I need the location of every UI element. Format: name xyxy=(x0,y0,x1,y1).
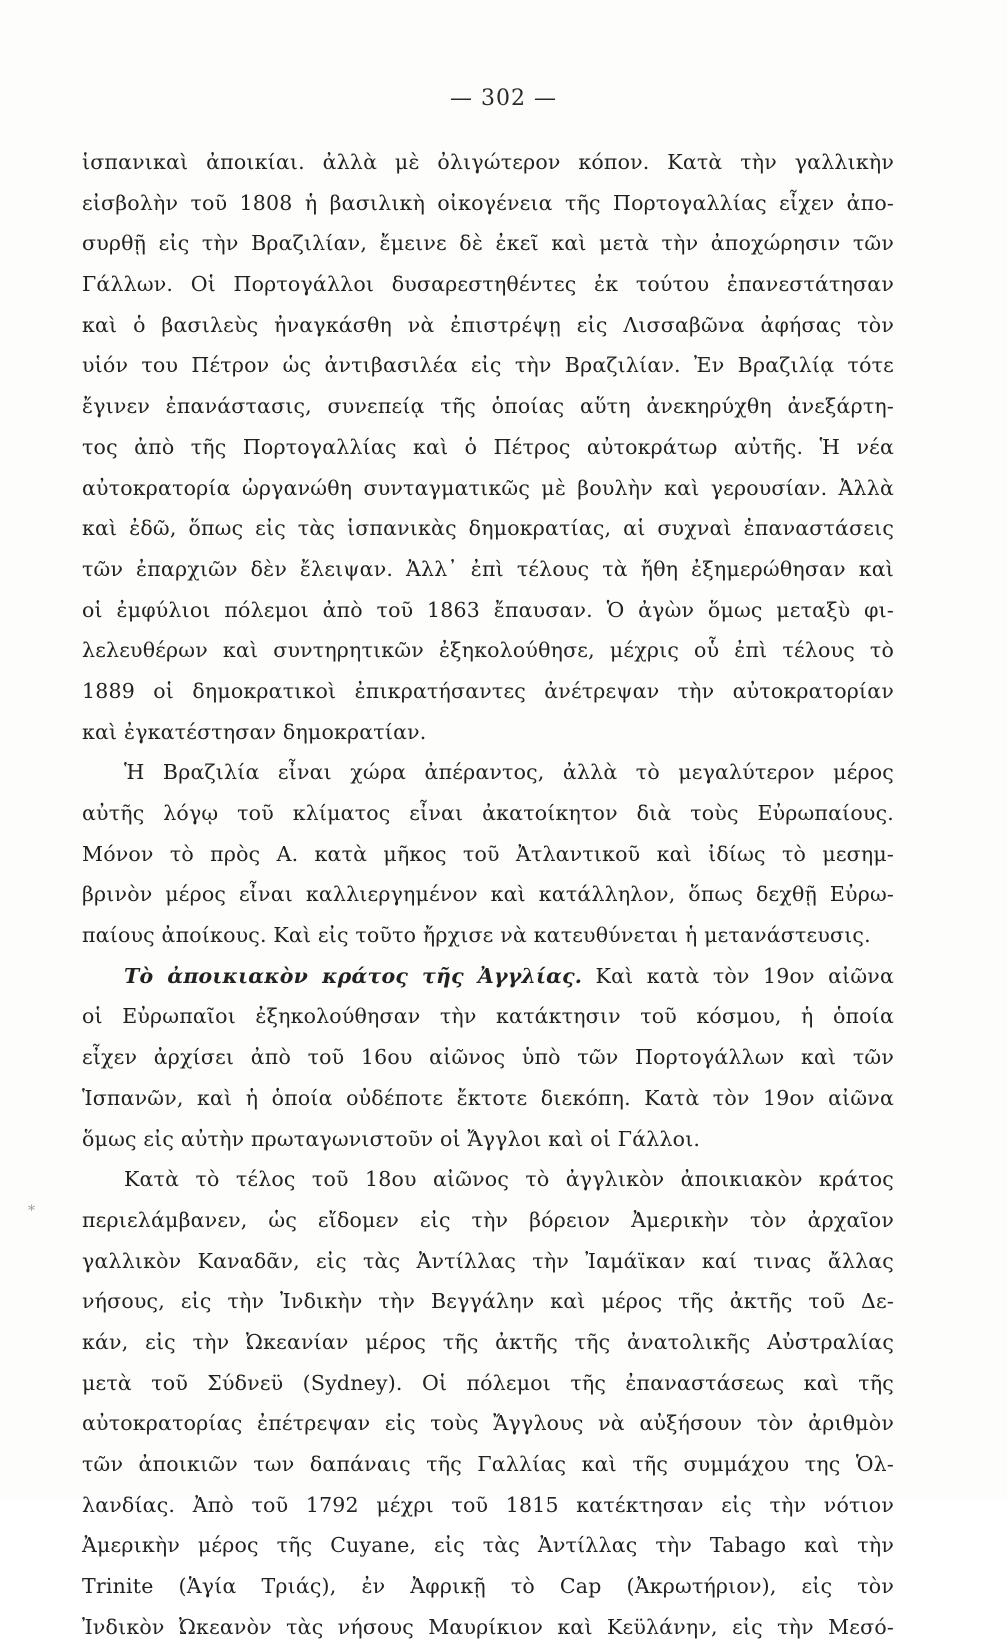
text-line: κάν, εἰς τὴν Ὠκεανίαν μέρος τῆς ἀκτῆς τῆς ἀνατολικῆς Αὐστραλίας xyxy=(82,1329,894,1354)
text-line: Ἀμερικὴν μέρος τῆς Cuyane, εἰς τὰς Ἀντίλλας τὴν Tabago καὶ τὴν xyxy=(82,1533,894,1558)
text-line: τῶν ἐπαρχιῶν δὲν ἔλειψαν. Ἀλλ᾽ ἐπὶ τέλους τὰ ἤθη ἐξημερώθησαν καὶ xyxy=(82,556,894,581)
text-line: συρθῇ εἰς τὴν Βραζιλίαν, ἔμεινε δὲ ἐκεῖ καὶ μετὰ τὴν ἀποχώρησιν τῶν xyxy=(82,231,894,256)
text-line: οἱ Εὐρωπαῖοι ἐξηκολούθησαν τὴν κατάκτησιν τοῦ κόσμου, ἡ ὁποία xyxy=(82,1004,894,1029)
text-line: 1889 οἱ δημοκρατικοὶ ἐπικρατήσαντες ἀνέτρεψαν τὴν αὐτοκρατορίαν xyxy=(82,678,894,703)
text-line: νήσους, εἰς τὴν Ἰνδικὴν τὴν Βεγγάλην καὶ μέρος τῆς ἀκτῆς τοῦ Δε- xyxy=(82,1289,894,1314)
text-line: ἔγινεν ἐπανάστασις, συνεπείᾳ τῆς ὁποίας αὕτη ἀνεκηρύχθη ἀνεξάρτη- xyxy=(82,394,894,419)
text-line: αὐτοκρατορίας ἐπέτρεψαν εἰς τοὺς Ἄγγλους νὰ αὐξήσουν τὸν ἀριθμὸν xyxy=(82,1411,894,1436)
text-line: Μόνον τὸ πρὸς Α. κατὰ μῆκος τοῦ Ἀτλαντικοῦ καὶ ἰδίως τὸ μεσημ- xyxy=(82,841,894,866)
text-line: Trinite (Ἁγία Τριάς), ἐν Ἀφρικῇ τὸ Cap (Ἀκρωτήριον), εἰς τὸν xyxy=(82,1574,894,1599)
text-line: καὶ ὁ βασιλεὺς ἠναγκάσθη νὰ ἐπιστρέψῃ εἰς Λισσαβῶνα ἀφήσας τὸν xyxy=(82,312,894,337)
text-line: περιελάμβανεν, ὡς εἴδομεν εἰς τὴν βόρειον Ἀμερικὴν τὸν ἀρχαῖον xyxy=(82,1207,894,1232)
text-line: ὅμως εἰς αὐτὴν πρωταγωνιστοῦν οἱ Ἄγγλοι καὶ οἱ Γάλλοι. xyxy=(82,1126,701,1151)
text-line: εἰσβολὴν τοῦ 1808 ἡ βασιλικὴ οἰκογένεια τῆς Πορτογαλλίας εἶχεν ἀπο- xyxy=(82,190,894,215)
text-line: λελευθέρων καὶ συντηρητικῶν ἐξηκολούθησε, μέχρις οὗ ἐπὶ τέλους τὸ xyxy=(82,638,894,663)
section-heading: Τὸ ἀποικιακὸν κράτος τῆς Ἀγγλίας. xyxy=(124,963,583,988)
paragraph-first-line: Ἡ Βραζιλία εἶναι χώρα ἀπέραντος, ἀλλὰ τὸ μεγαλύτερον μέρος xyxy=(124,760,894,785)
text-line: αὐτοκρατορία ὠργανώθη συνταγματικῶς μὲ βουλὴν καὶ γερουσίαν. Ἀλλὰ xyxy=(82,475,894,500)
text-line: υἱόν του Πέτρον ὡς ἀντιβασιλέα εἰς τὴν Βραζιλίαν. Ἐν Βραζιλίᾳ τότε xyxy=(82,353,894,378)
text-line: αὐτῆς λόγῳ τοῦ κλίματος εἶναι ἀκατοίκητον διὰ τοὺς Εὐρωπαίους. xyxy=(82,801,894,825)
text-line: καὶ ἐγκατέστησαν δημοκρατίαν. xyxy=(82,719,427,744)
text-line: γαλλικὸν Καναδᾶν, εἰς τὰς Ἀντίλλας τὴν Ἰαμάϊκαν καί τινας ἄλλας xyxy=(82,1248,894,1273)
text-line: τῶν ἀποικιῶν των δαπάναις τῆς Γαλλίας καὶ τῆς συμμάχου της Ὁλ- xyxy=(82,1452,894,1476)
text-line: οἱ ἐμφύλιοι πόλεμοι ἀπὸ τοῦ 1863 ἔπαυσαν. Ὁ ἀγὼν ὅμως μεταξὺ φι- xyxy=(82,597,894,622)
text-line: εἶχεν ἀρχίσει ἀπὸ τοῦ 16ου αἰῶνος ὑπὸ τῶν Πορτογάλλων καὶ τῶν xyxy=(82,1045,894,1070)
text-line: τος ἀπὸ τῆς Πορτογαλλίας καὶ ὁ Πέτρος αὐτοκράτωρ αὐτῆς. Ἡ νέα xyxy=(82,434,894,459)
text-line: Γάλλων. Οἱ Πορτογάλλοι δυσαρεστηθέντες ἐκ τούτου ἐπανεστάτησαν xyxy=(82,272,894,297)
section-heading-follow-text: Καὶ κατὰ τὸν 19ον αἰῶνα xyxy=(582,963,894,988)
body-text xyxy=(82,142,894,1647)
margin-mark: * xyxy=(28,1203,35,1219)
text-line: λανδίας. Ἀπὸ τοῦ 1792 μέχρι τοῦ 1815 κατέκτησαν εἰς τὴν νότιον xyxy=(82,1492,894,1517)
text-line: Ἰνδικὸν Ὠκεανὸν τὰς νήσους Μαυρίκιον καὶ Κεϋλάνην, εἰς τὴν Μεσό- xyxy=(82,1614,894,1639)
paragraph-first-line: Κατὰ τὸ τέλος τοῦ 18ου αἰῶνος τὸ ἀγγλικὸν ἀποικιακὸν κράτος xyxy=(124,1167,894,1192)
text-line: Ἱσπανῶν, καὶ ἡ ὁποία οὐδέποτε ἔκτοτε διεκόπη. Κατὰ τὸν 19ον αἰῶνα xyxy=(82,1085,894,1110)
text-line: καὶ ἐδῶ, ὅπως εἰς τὰς ἱσπανικὰς δημοκρατίας, αἱ συχναὶ ἐπαναστάσεις xyxy=(82,516,894,541)
text-line: παίους ἀποίκους. Καὶ εἰς τοῦτο ἤρχισε νὰ κατευθύνεται ἡ μετανάστευσις. xyxy=(82,923,871,948)
section-heading-line xyxy=(82,956,894,997)
text-line: βρινὸν μέρος εἶναι καλλιεργημένον καὶ κατάλληλον, ὅπως δεχθῇ Εὐρω- xyxy=(82,882,894,907)
text-line: ἱσπανικαὶ ἀποικίαι. ἀλλὰ μὲ ὀλιγώτερον κόπον. Κατὰ τὴν γαλλικὴν xyxy=(82,150,894,174)
text-line: μετὰ τοῦ Σύδνεϋ (Sydney). Οἱ πόλεμοι τῆς ἐπαναστάσεως καὶ τῆς xyxy=(82,1370,894,1395)
page-number: — 302 — xyxy=(450,86,557,111)
